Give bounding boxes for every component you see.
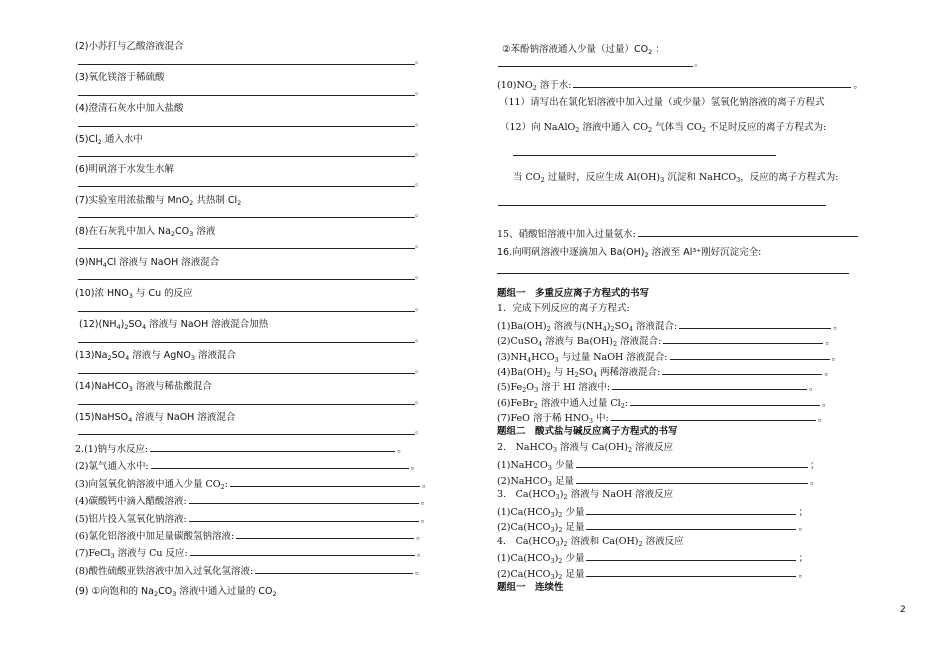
answer-line[interactable] xyxy=(78,279,415,280)
subscript: 2 xyxy=(563,493,568,501)
question-2-6 xyxy=(75,528,426,543)
question-2-2 xyxy=(75,458,420,473)
exercise-8 xyxy=(75,225,215,238)
subscript: 2 xyxy=(522,386,527,394)
text-segment: 溶液与 Ba(OH) xyxy=(542,336,613,347)
answer-blank[interactable] xyxy=(586,519,796,530)
subscript: 2 xyxy=(648,48,653,56)
subscript: 3 xyxy=(534,386,539,394)
text-segment: 溶液与 NaOH 溶液反应 xyxy=(567,489,674,500)
text-segment: (6)氯化铝溶液中加足量碳酸氢钠溶液: xyxy=(75,531,235,542)
question-2-1 xyxy=(75,441,407,456)
question-9-2 xyxy=(502,43,665,56)
text-segment: 少量 xyxy=(562,553,585,564)
subscript: 3 xyxy=(736,176,741,184)
text-segment: (4)碳酸钙中滴入醋酸溶液: xyxy=(75,496,187,507)
question-2-7 xyxy=(75,545,426,560)
text-segment: 溶液和 Ca(OH) xyxy=(567,536,639,547)
question-2-9 xyxy=(75,585,277,598)
text-segment: (12)(NH xyxy=(79,319,117,330)
answer-blank[interactable] xyxy=(151,458,409,469)
text-segment: 溶液与 NaOH 溶液混合 xyxy=(132,412,236,423)
answer-blank[interactable] xyxy=(662,364,822,375)
line-end-mark: 。 xyxy=(416,531,426,542)
exercise-3 xyxy=(75,71,164,84)
line-end-mark: 。 xyxy=(415,426,425,436)
text-segment: 向 NaAlO xyxy=(531,122,576,133)
answer-blank[interactable] xyxy=(576,457,808,468)
question-2-4 xyxy=(75,493,430,508)
text-segment: (14)NaHCO xyxy=(75,381,129,392)
text-segment: ，反应的离子方程式为: xyxy=(740,172,839,183)
text-segment: 溶液中通入过量 Cl xyxy=(537,398,621,409)
answer-blank[interactable] xyxy=(230,476,420,487)
answer-blank[interactable] xyxy=(638,226,858,237)
subscript: 2 xyxy=(620,402,625,410)
answer-line[interactable] xyxy=(498,66,693,67)
line-end-mark: 。 xyxy=(421,479,432,490)
line-end-mark: 。 xyxy=(415,334,425,344)
subscript: 2 xyxy=(237,199,242,207)
subscript: 3 xyxy=(555,493,560,501)
subscript: 2 xyxy=(638,540,643,548)
subscript: 3 xyxy=(552,446,558,454)
text-segment: (7)FeO 溶于稀 HNO xyxy=(497,413,589,424)
text-segment: O xyxy=(526,382,535,393)
text-segment: (1)Ca(HCO xyxy=(497,507,551,518)
line-end-mark: 。 xyxy=(415,271,425,281)
text-segment: ②苯酚钠溶液通入少量（过量）CO xyxy=(502,44,649,55)
text-segment: (9)NH xyxy=(75,257,103,268)
text-segment: 与 Cu 的反应 xyxy=(132,288,193,299)
exercise-10 xyxy=(75,287,193,300)
text-segment: (4)澄清石灰水中加入盐酸 xyxy=(75,103,184,114)
answer-blank[interactable] xyxy=(236,528,414,539)
text-segment: (10)NO xyxy=(497,80,533,91)
answer-line[interactable] xyxy=(513,155,776,156)
answer-blank[interactable] xyxy=(679,318,831,329)
question-11 xyxy=(499,96,825,109)
subscript: 2 xyxy=(107,354,112,362)
exercise-4 xyxy=(75,102,183,115)
line-end-mark: 。 xyxy=(415,566,425,577)
text-segment: : xyxy=(224,479,228,490)
subscript: 2 xyxy=(628,446,633,454)
subscript: 4 xyxy=(628,325,633,333)
answer-blank[interactable] xyxy=(630,395,820,406)
answer-line[interactable] xyxy=(78,434,415,435)
answer-blank[interactable] xyxy=(189,511,419,522)
line-end-mark: 。 xyxy=(415,240,425,250)
exercise-5 xyxy=(75,133,143,146)
text-segment: 溶液混合: xyxy=(633,321,678,332)
answer-blank[interactable] xyxy=(573,77,851,88)
text-segment: (3)氧化镁溶于稀硫酸 xyxy=(75,72,165,83)
line-end-mark: 。 xyxy=(694,59,704,69)
text-segment: (6)明矾溶于水发生水解 xyxy=(75,164,174,175)
line-end-mark: ； xyxy=(809,460,820,471)
answer-blank[interactable] xyxy=(150,441,395,452)
answer-blank[interactable] xyxy=(611,410,816,421)
text-segment: SO xyxy=(128,319,142,330)
text-segment: (1)NaHCO xyxy=(497,460,548,471)
subscript: 4 xyxy=(538,340,543,348)
subscript: 2 xyxy=(153,590,159,598)
line-end-mark: 。 xyxy=(415,178,425,188)
group-1-item-2 xyxy=(497,333,835,348)
text-segment: 气体当 CO xyxy=(652,122,702,133)
subscript: 3 xyxy=(550,511,555,519)
left-column xyxy=(0,0,470,658)
group-1-item-1 xyxy=(497,318,843,333)
text-segment: 足量 xyxy=(551,476,574,487)
line-end-mark: 。 xyxy=(809,382,819,393)
text-segment: (8)酸性硫酸亚铁溶液中加入过氧化氢溶液: xyxy=(75,566,254,577)
subscript: 2 xyxy=(575,126,580,134)
subscript: 2 xyxy=(563,540,568,548)
exercise-13 xyxy=(75,349,236,362)
line-end-mark: 。 xyxy=(415,365,425,375)
text-segment: 溶液至 Al³⁺刚好沉淀完全: xyxy=(648,247,762,258)
subscript: 3 xyxy=(555,540,560,548)
text-segment: 当 CO xyxy=(513,172,541,183)
answer-line[interactable] xyxy=(78,95,415,96)
answer-blank[interactable] xyxy=(189,493,419,504)
subscript: 2 xyxy=(124,323,129,331)
answer-line[interactable] xyxy=(78,404,415,405)
text-segment: (2)CuSO xyxy=(497,336,539,347)
text-segment: 15、硝酸铝溶液中加入过量氨水: xyxy=(497,229,636,240)
group-1-item-6 xyxy=(497,395,832,410)
answer-line[interactable] xyxy=(78,64,415,65)
text-segment: (8)在石灰乳中加入 Na xyxy=(75,226,171,237)
subscript: 2 xyxy=(558,511,563,519)
subscript: 4 xyxy=(102,261,107,269)
group-2-q2-option-2 xyxy=(497,473,819,488)
text-segment: 少量 xyxy=(562,507,585,518)
subscript: 2 xyxy=(97,138,102,146)
group-1-item-5 xyxy=(497,379,819,394)
text-segment: (2)Ca(HCO xyxy=(497,522,551,533)
answer-line[interactable] xyxy=(78,156,415,157)
line-end-mark: 。 xyxy=(415,396,425,406)
line-end-mark: 。 xyxy=(416,548,427,559)
text-segment: 3. Ca(HCO xyxy=(497,489,556,500)
subscript: 2 xyxy=(612,340,618,348)
subscript: 4 xyxy=(128,416,133,424)
exercise-9 xyxy=(75,256,219,269)
text-segment: ) xyxy=(559,489,564,500)
text-segment: (7)实验室用浓盐酸与 MnO xyxy=(75,195,190,206)
text-segment: CO xyxy=(175,226,190,237)
group-2-q3-option-1 xyxy=(497,504,808,519)
question-2-5 xyxy=(75,511,430,526)
text-segment: (7)FeCl xyxy=(75,548,111,559)
line-end-mark: 。 xyxy=(415,118,425,128)
question-12-excess xyxy=(513,171,839,184)
text-segment: (5)铝片投入氢氧化钠溶液: xyxy=(75,514,187,525)
question-16 xyxy=(497,246,761,259)
text-segment: 4. Ca(HCO xyxy=(497,536,556,547)
text-segment: (2)氯气通入水中: xyxy=(75,461,149,472)
right-column xyxy=(470,0,950,658)
line-end-mark: 。 xyxy=(833,321,843,332)
subscript: 3 xyxy=(189,230,194,238)
line-end-mark: 。 xyxy=(817,413,828,424)
subscript: 2 xyxy=(170,230,176,238)
text-segment: 足量 xyxy=(562,569,585,580)
subscript: 3 xyxy=(110,552,115,560)
text-segment: (10)浓 HNO xyxy=(75,288,129,299)
text-segment: 溶液中通入 CO xyxy=(579,122,649,133)
text-segment: (2)小苏打与乙酸溶液混合 xyxy=(75,41,184,52)
group-1-item-7 xyxy=(497,410,827,425)
group-2-q2-option-1 xyxy=(497,457,819,472)
text-segment: 溶液与(NH xyxy=(550,321,603,332)
text-segment: (13)Na xyxy=(75,350,108,361)
answer-line[interactable] xyxy=(498,205,826,206)
subscript: 2 xyxy=(574,371,579,379)
text-segment: 1．完成下列反应的离子方程式: xyxy=(497,303,630,314)
text-segment: SO xyxy=(614,321,629,332)
answer-blank[interactable] xyxy=(586,550,796,561)
answer-line[interactable] xyxy=(78,248,415,249)
text-segment: 两稀溶液混合: xyxy=(597,367,661,378)
text-segment: 溶液 xyxy=(193,226,216,237)
text-segment: (9) ①向饱和的 Na xyxy=(75,586,154,597)
text-segment: （11）请写出在氯化铝溶液中加入过量（或少量）氢氧化钠溶液的离子方程式 xyxy=(499,97,825,108)
exercise-6 xyxy=(75,163,174,176)
subscript: 3 xyxy=(588,417,594,425)
exercise-15 xyxy=(75,411,235,424)
subscript: 3 xyxy=(172,590,177,598)
group-2-question-3 xyxy=(497,488,673,501)
exercise-14 xyxy=(75,380,212,393)
group-1-item-3 xyxy=(497,349,841,364)
exercise-12 xyxy=(79,318,268,331)
subscript: 4 xyxy=(141,323,147,331)
answer-blank[interactable] xyxy=(670,349,830,360)
line-end-mark: 。 xyxy=(824,367,834,378)
text-segment: 溶液与 AgNO xyxy=(129,350,191,361)
subscript: 3 xyxy=(128,385,133,393)
line-end-mark: 。 xyxy=(420,514,431,525)
subscript: 4 xyxy=(527,356,532,364)
question-2-3 xyxy=(75,476,431,491)
text-segment: 通入水中 xyxy=(101,134,143,145)
text-segment: （12） xyxy=(500,122,532,133)
line-end-mark: 。 xyxy=(798,569,808,580)
line-end-mark: 。 xyxy=(410,461,421,472)
answer-line[interactable] xyxy=(78,126,415,127)
subscript: 2 xyxy=(644,251,649,259)
answer-blank[interactable] xyxy=(576,473,808,484)
answer-blank[interactable] xyxy=(612,379,807,390)
line-end-mark: 。 xyxy=(397,444,407,455)
line-end-mark: 。 xyxy=(415,303,425,313)
subscript: 4 xyxy=(602,325,607,333)
subscript: 3 xyxy=(547,480,552,488)
group-2-question-4 xyxy=(497,535,684,548)
text-segment: (5)Cl xyxy=(75,134,98,145)
line-end-mark: ； xyxy=(798,507,808,518)
text-segment: 共热制 Cl xyxy=(193,195,238,206)
subscript: 2 xyxy=(558,557,563,565)
group-3-title: 题组一 连续性 xyxy=(497,582,564,593)
subscript: 3 xyxy=(550,526,555,534)
text-segment: 溶于水: xyxy=(536,80,572,91)
answer-line[interactable] xyxy=(78,311,415,312)
subscript: 2 xyxy=(546,371,551,379)
text-segment: 溶液与 Ca(OH) xyxy=(557,442,628,453)
group-2-q4-option-2 xyxy=(497,566,808,581)
subscript: 2 xyxy=(558,526,563,534)
question-12 xyxy=(500,121,826,134)
text-segment: 溶液混合 xyxy=(195,350,237,361)
text-segment: ) xyxy=(554,553,559,564)
subscript: 2 xyxy=(532,84,537,92)
line-end-mark: 。 xyxy=(415,87,425,97)
answer-blank[interactable] xyxy=(190,545,415,556)
subscript: 2 xyxy=(533,402,538,410)
question-2-8 xyxy=(75,563,425,578)
subscript: 2 xyxy=(189,199,194,207)
group-1-intro xyxy=(497,302,630,315)
text-segment: : xyxy=(624,398,629,409)
subscript: 2 xyxy=(610,325,615,333)
text-segment: 过量时，反应生成 Al(OH) xyxy=(544,172,661,183)
text-segment: 溶液与稀盐酸混合 xyxy=(132,381,212,392)
line-end-mark: 。 xyxy=(415,148,425,158)
subscript: 2 xyxy=(546,325,551,333)
line-end-mark: ； xyxy=(798,553,808,564)
group-2-question-2 xyxy=(497,441,673,454)
question-10 xyxy=(497,77,863,92)
line-end-mark: 。 xyxy=(831,352,842,363)
text-segment: 与过量 NaOH 溶液混合: xyxy=(558,352,668,363)
line-end-mark: 。 xyxy=(415,209,425,219)
question-15 xyxy=(497,226,860,241)
subscript: 3 xyxy=(660,176,665,184)
text-segment: 2. NaHCO xyxy=(497,442,553,453)
text-segment: 溶液混合: xyxy=(617,336,662,347)
text-segment: ) xyxy=(554,522,559,533)
answer-line[interactable] xyxy=(497,273,849,274)
text-segment: ) xyxy=(554,569,559,580)
answer-line[interactable] xyxy=(78,186,415,187)
line-end-mark: 。 xyxy=(420,496,431,507)
text-segment: 溶液反应 xyxy=(642,536,684,547)
text-segment: SO xyxy=(111,350,126,361)
subscript: 2 xyxy=(558,573,563,581)
exercise-2 xyxy=(75,40,183,53)
line-end-mark: 。 xyxy=(825,336,835,347)
text-segment: CO xyxy=(158,586,173,597)
subscript: 3 xyxy=(190,354,196,362)
line-end-mark: 。 xyxy=(798,522,808,533)
answer-line[interactable] xyxy=(78,342,415,343)
text-segment: SO xyxy=(578,367,593,378)
subscript: 3 xyxy=(128,292,133,300)
text-segment: (6)FeBr xyxy=(497,398,534,409)
text-segment: 溶液反应 xyxy=(632,442,674,453)
subscript: 3 xyxy=(550,573,555,581)
subscript: 4 xyxy=(125,354,130,362)
text-segment: 中: xyxy=(593,413,609,424)
group-2-q3-option-2 xyxy=(497,519,808,534)
text-segment: 2.(1)钠与水反应: xyxy=(75,444,149,455)
text-segment: (1)Ca(HCO xyxy=(497,553,551,564)
group-1-title: 题组一 多重反应离子方程式的书写 xyxy=(497,288,650,299)
text-segment: 少量 xyxy=(551,460,574,471)
line-end-mark: 。 xyxy=(809,476,820,487)
text-segment: 不足时反应的离子方程式为: xyxy=(705,122,827,133)
subscript: 2 xyxy=(272,590,277,598)
text-segment: (5)Fe xyxy=(497,382,523,393)
answer-blank[interactable] xyxy=(586,566,796,577)
text-segment: 沉淀和 NaHCO xyxy=(664,172,737,183)
text-segment: ) xyxy=(606,321,611,332)
page-number: 2 xyxy=(900,605,906,615)
subscript: 2 xyxy=(540,176,545,184)
text-segment: 足量 xyxy=(562,522,585,533)
exercise-7 xyxy=(75,194,241,207)
text-segment: ： xyxy=(652,44,665,55)
text-segment: 16.向明矾溶液中逐滴加入 Ba(OH) xyxy=(497,247,645,258)
group-2-q4-option-1 xyxy=(497,550,808,565)
subscript: 3 xyxy=(550,557,555,565)
answer-blank[interactable] xyxy=(255,563,413,574)
text-segment: (2)Ca(HCO xyxy=(497,569,551,580)
subscript: 4 xyxy=(593,371,598,379)
group-2-title: 题组二 酸式盐与碱反应离子方程式的书写 xyxy=(497,426,678,437)
text-segment: (3)NH xyxy=(497,352,528,363)
answer-blank[interactable] xyxy=(663,333,823,344)
text-segment: (4)Ba(OH) xyxy=(497,367,547,378)
answer-blank[interactable] xyxy=(586,504,796,515)
subscript: 3 xyxy=(547,464,552,472)
text-segment: 溶液中通入过量的 CO xyxy=(176,586,273,597)
group-1-item-4 xyxy=(497,364,834,379)
line-end-mark: 。 xyxy=(415,56,425,66)
line-end-mark: 。 xyxy=(822,398,832,409)
text-segment: (2)NaHCO xyxy=(497,476,548,487)
text-segment: 溶于 HI 溶液中: xyxy=(538,382,611,393)
text-segment: ) xyxy=(554,507,559,518)
answer-line[interactable] xyxy=(78,373,415,374)
text-segment: (1)Ba(OH) xyxy=(497,321,547,332)
subscript: 2 xyxy=(220,483,225,491)
subscript: 2 xyxy=(648,126,653,134)
text-segment: Cl 溶液与 NaOH 溶液混合 xyxy=(106,257,220,268)
answer-line[interactable] xyxy=(78,217,415,218)
text-segment: (3)向氢氧化钠溶液中通入少量 CO xyxy=(75,479,221,490)
text-segment: HCO xyxy=(531,352,555,363)
text-segment: (15)NaHSO xyxy=(75,412,129,423)
subscript: 4 xyxy=(116,323,121,331)
text-segment: 溶液与 NaOH 溶液混合加热 xyxy=(146,319,269,330)
text-segment: ) xyxy=(120,319,125,330)
subscript: 3 xyxy=(554,356,559,364)
text-segment: ) xyxy=(559,536,564,547)
line-end-mark: 。 xyxy=(853,80,863,91)
text-segment: 与 H xyxy=(550,367,575,378)
text-segment: 溶液与 Cu 反应: xyxy=(114,548,188,559)
subscript: 2 xyxy=(701,126,706,134)
